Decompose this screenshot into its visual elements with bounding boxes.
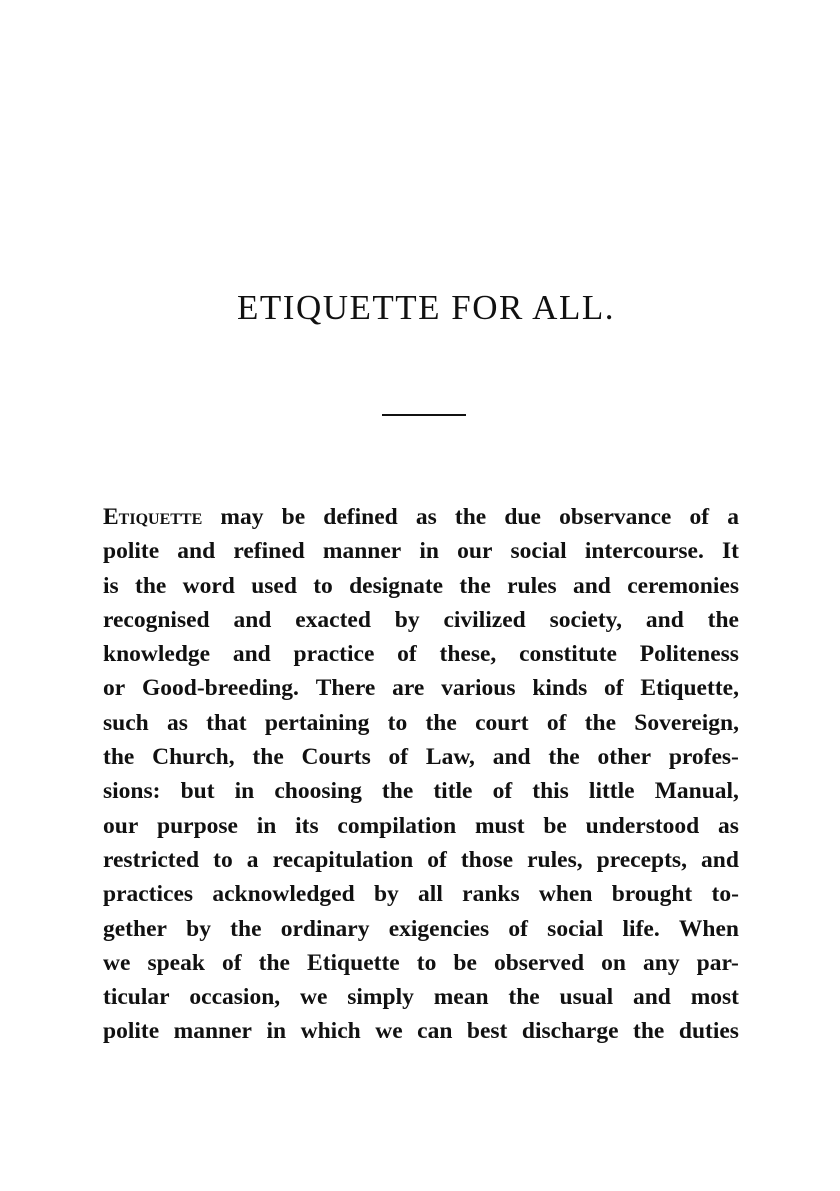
text-line: polite manner in which we can best discharge the duties xyxy=(103,1018,739,1045)
lead-word: Etiquette xyxy=(103,504,203,530)
title-divider xyxy=(382,414,466,416)
text-line: we speak of the Etiquette to be observed on any par- xyxy=(103,949,739,976)
text-line: practices acknowledged by all ranks when brought to- xyxy=(103,881,739,908)
text-line: Etiquette may be defined as the due observance of a xyxy=(103,500,739,534)
text-line: recognised and exacted by civilized society, and the xyxy=(103,606,739,633)
body-paragraph xyxy=(103,500,739,1049)
text-line: our purpose in its compilation must be understood as xyxy=(103,812,739,839)
page-title: ETIQUETTE FOR ALL. xyxy=(237,288,615,327)
text-line: such as that pertaining to the court of the Sovereign, xyxy=(103,709,739,736)
text-line: gether by the ordinary exigencies of social life. When xyxy=(103,915,739,942)
text-line: or Good-breeding. There are various kinds of Etiquette, xyxy=(103,675,739,702)
text-line: the Church, the Courts of Law, and the other profes- xyxy=(103,744,739,771)
text-line: is the word used to designate the rules and ceremonies xyxy=(103,572,739,599)
text-line: restricted to a recapitulation of those rules, precepts, and xyxy=(103,846,739,873)
text-line: knowledge and practice of these, constitute Politeness xyxy=(103,641,739,668)
text-line: ticular occasion, we simply mean the usual and most xyxy=(103,984,739,1011)
text-line: sions: but in choosing the title of this little Manual, xyxy=(103,778,739,805)
text-line: polite and refined manner in our social intercourse. It xyxy=(103,538,739,565)
